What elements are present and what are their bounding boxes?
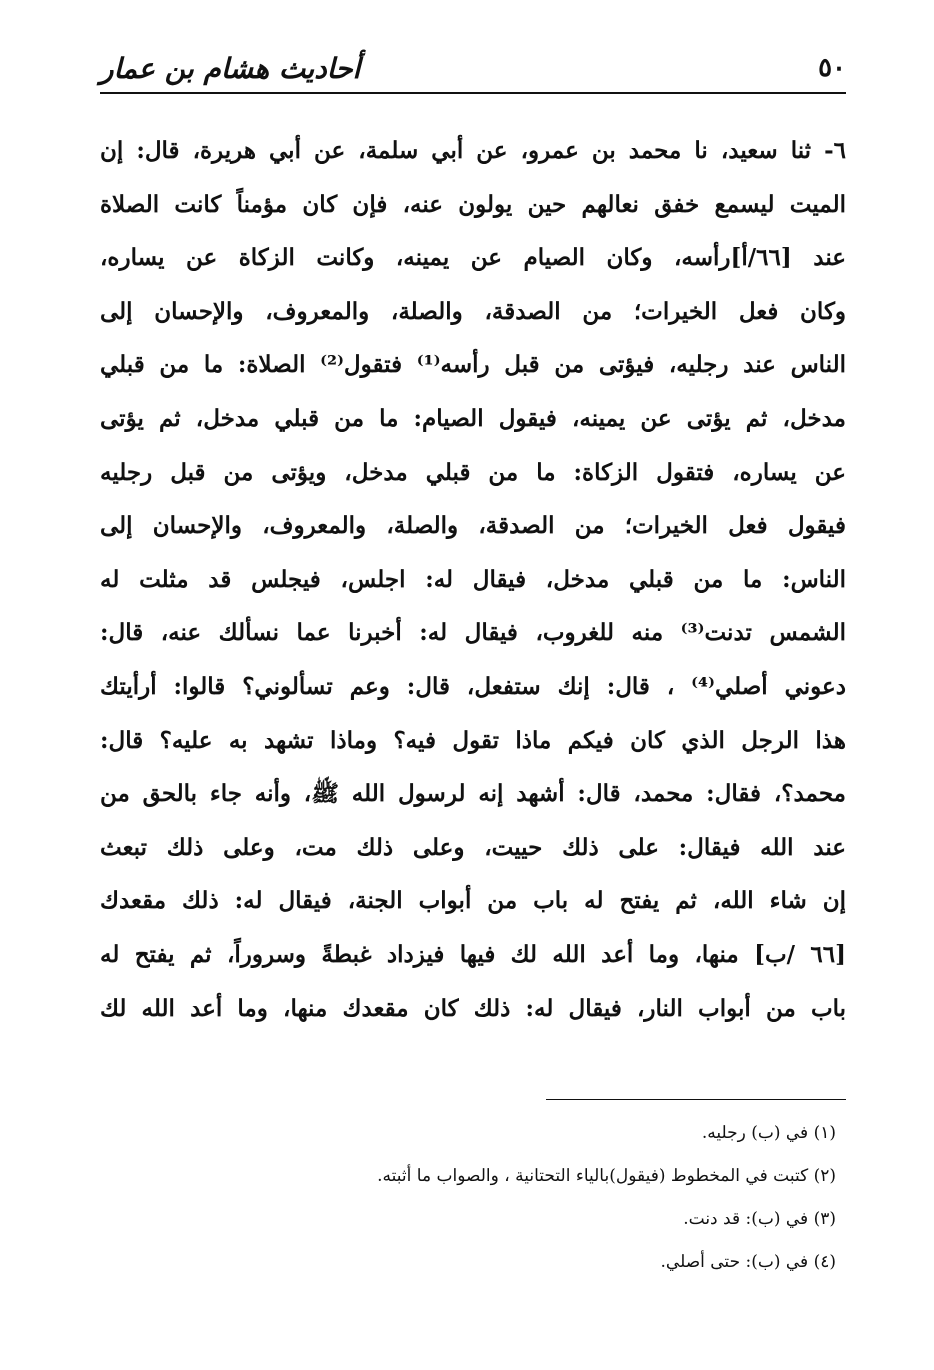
footnote: (١) في (ب) رجليه.: [701, 1123, 836, 1143]
text-line: الناس عند رجليه، فيؤتى من قبل رأسه⁽¹⁾ فتقول⁽²⁾ الصلاة: ما من قبلي: [100, 351, 846, 379]
header-rule: [100, 92, 846, 94]
text-line: عند الله فيقال: على ذلك حييت، وعلى ذلك مت، وعلى ذلك تبعث: [100, 833, 846, 861]
text-line: إن شاء الله، ثم يفتح له باب من أبواب الجنة، فيقال له: ذلك مقعدك: [100, 887, 846, 915]
hadith-text: [100, 124, 846, 1035]
text-line: الناس: ما من قبلي مدخل، فيقال له: اجلس، فيجلس قد مثلت له: [100, 565, 846, 593]
text-line: هذا الرجل الذي كان فيكم ماذا تقول فيه؟ وماذا تشهد به عليه؟ قال:: [100, 726, 846, 754]
text-line: دعوني أصلي⁽⁴⁾ ، قال: إنك ستفعل، قال: وعم تسألوني؟ قالوا: أرأيتك: [100, 672, 846, 700]
running-title: أحاديث هشام بن عمار: [100, 51, 361, 85]
footnote: (٤) في (ب): حتى أصلي.: [660, 1252, 836, 1272]
footnote: (٢) كتبت في المخطوط (فيقول)بالياء التحتانية ، والصواب ما أثبته.: [377, 1166, 836, 1186]
text-line: باب من أبواب النار، فيقال له: ذلك كان مقعدك منها، وما أعد الله لك: [100, 994, 846, 1022]
text-line: عن يساره، فتقول الزكاة: ما من قبلي مدخل، ويؤتى من قبل رجليه: [100, 458, 846, 486]
text-line: [٦٦ /ب] منها، وما أعد الله لك فيها فيزداد غبطةً وسروراً، ثم يفتح له: [100, 940, 846, 968]
footnote: (٣) في (ب): قد دنت.: [683, 1209, 836, 1229]
footnote-separator: [546, 1099, 846, 1100]
footnotes: [100, 1112, 836, 1284]
text-line: ٦- ثنا سعيد، نا محمد بن عمرو، عن أبي سلمة، عن أبي هريرة، قال: إن: [100, 137, 846, 164]
text-line: مدخل، ثم يؤتى عن يمينه، فيقول الصيام: ما من قبلي مدخل، ثم يؤتى: [100, 404, 846, 432]
text-line: فيقول فعل الخيرات؛ من الصدقة، والصلة، والمعروف، والإحسان إلى: [100, 512, 846, 540]
text-line: وكان فعل الخيرات؛ من الصدقة، والصلة، والمعروف، والإحسان إلى: [100, 297, 846, 325]
text-line: عند [٦٦/أ]رأسه، وكان الصيام عن يمينه، وكانت الزكاة عن يساره،: [100, 244, 846, 272]
page-header: [100, 44, 846, 92]
text-line: محمد؟، فقال: محمد، قال: أشهد إنه لرسول الله ﷺ، وأنه جاء بالحق من: [100, 780, 846, 808]
text-line: الميت ليسمع خفق نعالهم حين يولون عنه، فإن كان مؤمناً كانت الصلاة: [100, 190, 846, 218]
page-number: ٥٠: [818, 53, 846, 83]
text-line: الشمس تدنت⁽³⁾ منه للغروب، فيقال له: أخبرنا عما نسألك عنه، قال:: [100, 619, 846, 647]
